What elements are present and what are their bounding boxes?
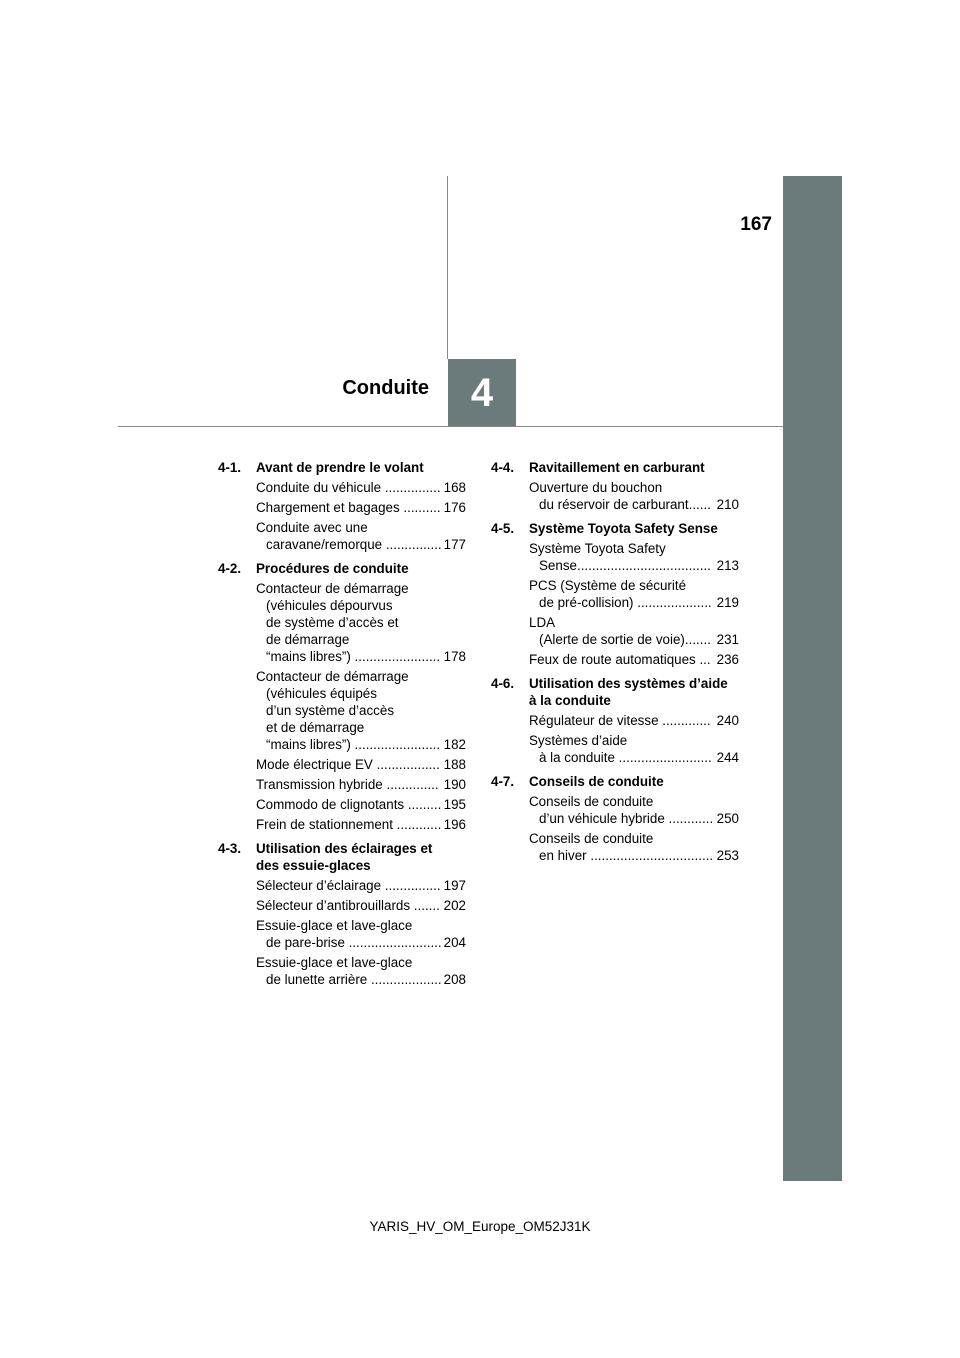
toc-entry[interactable] [256, 668, 466, 753]
toc-title: Essuie-glace et lave-glace de pare-brise ......................... [256, 918, 442, 950]
toc-title: Commodo de clignotants ......... [256, 797, 442, 812]
toc-entry[interactable] [529, 540, 739, 574]
toc-entry[interactable] [529, 732, 739, 766]
toc-title: LDA (Alerte de sortie de voie)....... [529, 615, 711, 647]
toc-title: Conseils de conduite en hiver ................................. [529, 831, 714, 863]
toc-title: Systèmes d’aide à la conduite ......................... [529, 733, 712, 765]
toc-entry[interactable] [256, 877, 466, 894]
toc-section-heading[interactable] [218, 560, 466, 577]
toc-page: 182 [443, 737, 466, 752]
toc-entry[interactable] [256, 897, 466, 914]
toc-page: 202 [443, 898, 466, 913]
toc-page: 176 [443, 500, 466, 515]
section-number: 4-7. [491, 774, 515, 789]
toc-page: 240 [716, 713, 739, 728]
toc-title: Conduite avec une caravane/remorque ............... [256, 520, 442, 552]
toc-section-heading[interactable] [491, 520, 739, 537]
toc-title: Sélecteur d’antibrouillards ....... [256, 898, 440, 913]
toc-page: 236 [716, 652, 739, 667]
toc-title: Frein de stationnement ............ [256, 817, 442, 832]
toc-title: Chargement et bagages .......... [256, 500, 441, 515]
section-number: 4-3. [218, 841, 242, 856]
section-title: Conseils de conduite [529, 774, 664, 789]
toc-page: 231 [716, 632, 739, 647]
toc-left-column [218, 459, 466, 991]
toc-entry[interactable] [256, 479, 466, 496]
toc-entry[interactable] [256, 519, 466, 553]
chapter-side-tab [783, 176, 842, 1181]
toc-title: Contacteur de démarrage (véhicules équipés d’un système d’accès et de démarrage “mains libres”) ....................... [256, 669, 441, 752]
toc-page: 168 [443, 480, 466, 495]
toc-entry[interactable] [256, 796, 466, 813]
toc-entry[interactable] [529, 830, 739, 864]
section-number: 4-5. [491, 521, 515, 536]
toc-entry[interactable] [256, 580, 466, 665]
section-title: Ravitaillement en carburant [529, 460, 705, 475]
toc-entry[interactable] [529, 651, 739, 668]
toc-section-heading[interactable] [218, 840, 466, 874]
toc-entry[interactable] [256, 499, 466, 516]
section-number: 4-1. [218, 460, 242, 475]
toc-page: 190 [443, 777, 466, 792]
toc-page: 219 [716, 595, 739, 610]
toc-page: 196 [443, 817, 466, 832]
toc-title: Transmission hybride .............. [256, 777, 439, 792]
toc-page: 177 [443, 537, 466, 552]
toc-page: 213 [716, 558, 739, 573]
toc-page: 210 [716, 497, 739, 512]
toc-page: 178 [443, 649, 466, 664]
toc-entry[interactable] [256, 776, 466, 793]
section-title: Avant de prendre le volant [256, 460, 424, 475]
toc-title: Contacteur de démarrage (véhicules dépourvus de système d’accès et de démarrage “mains libres”) ....................... [256, 581, 441, 664]
document-footer-id: YARIS_HV_OM_Europe_OM52J31K [369, 1219, 591, 1234]
toc-page: 208 [443, 972, 466, 987]
toc-title: PCS (Système de sécurité de pré-collision) .................... [529, 578, 712, 610]
toc-title: Système Toyota Safety Sense.................................... [529, 541, 711, 573]
chapter-number: 4 [470, 370, 494, 415]
toc-entry[interactable] [529, 793, 739, 827]
toc-section-heading[interactable] [491, 459, 739, 476]
toc-title: Feux de route automatiques ... [529, 652, 711, 667]
header-vertical-rule [447, 176, 448, 359]
toc-entry[interactable] [256, 917, 466, 951]
toc-page: 204 [443, 935, 466, 950]
section-number: 4-2. [218, 561, 242, 576]
section-title: Utilisation des éclairages et des essuie-glaces [256, 841, 433, 873]
toc-title: Mode électrique EV ................. [256, 757, 440, 772]
toc-title: Sélecteur d’éclairage ............... [256, 878, 441, 893]
toc-section-heading[interactable] [491, 773, 739, 790]
toc-entry[interactable] [529, 614, 739, 648]
toc-page: 195 [443, 797, 466, 812]
toc-entry[interactable] [529, 712, 739, 729]
toc-page: 253 [716, 848, 739, 863]
chapter-number-box [448, 359, 516, 427]
toc-title: Conseils de conduite d’un véhicule hybride ............ [529, 794, 714, 826]
toc-page: 188 [443, 757, 466, 772]
toc-entry[interactable] [256, 756, 466, 773]
toc-page: 197 [443, 878, 466, 893]
section-title: Utilisation des systèmes d’aide à la conduite [529, 676, 728, 708]
toc-title: Ouverture du bouchon du réservoir de carburant...... [529, 480, 711, 512]
toc-page: 250 [716, 811, 739, 826]
toc-title: Régulateur de vitesse ............. [529, 713, 711, 728]
header-horizontal-rule [118, 426, 783, 427]
section-title: Système Toyota Safety Sense [529, 521, 718, 536]
page-number: 167 [740, 214, 772, 235]
toc-page: 244 [716, 750, 739, 765]
chapter-title: Conduite [342, 377, 429, 399]
toc-entry[interactable] [256, 954, 466, 988]
toc-entry[interactable] [529, 479, 739, 513]
toc-entry[interactable] [256, 816, 466, 833]
toc-section-heading[interactable] [491, 675, 739, 709]
toc-right-column [491, 459, 739, 867]
section-title: Procédures de conduite [256, 561, 409, 576]
toc-entry[interactable] [529, 577, 739, 611]
toc-title: Essuie-glace et lave-glace de lunette arrière ................... [256, 955, 442, 987]
toc-title: Conduite du véhicule ............... [256, 480, 441, 495]
toc-section-heading[interactable] [218, 459, 466, 476]
section-number: 4-6. [491, 676, 515, 691]
section-number: 4-4. [491, 460, 515, 475]
